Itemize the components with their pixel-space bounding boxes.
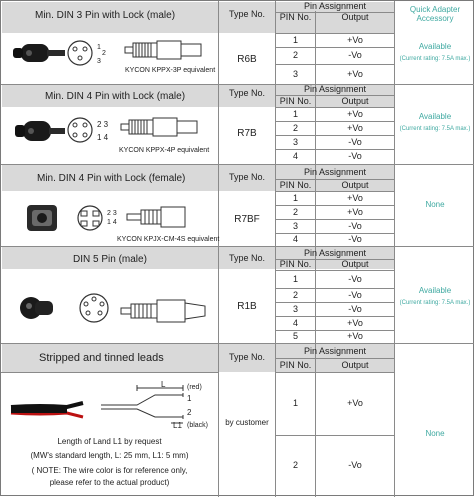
section-5-type-no-label: Type No. — [228, 352, 266, 363]
section-3-adapter: None — [425, 200, 445, 210]
section-2-title: Min. DIN 4 Pin with Lock (male) — [45, 90, 186, 102]
section-1-output-header: Output — [341, 12, 369, 23]
section-4-pin-5: 5 — [292, 331, 298, 342]
section-3-pin-labels-top: 2 3 — [107, 210, 117, 217]
section-1-output-3: +Vo — [347, 68, 363, 79]
section-2-output-header: Output — [341, 95, 369, 106]
section-2-type-no-label: Type No. — [228, 88, 266, 99]
section-4-output-1: -Vo — [348, 273, 362, 284]
section-2-pin-3: 3 — [292, 136, 298, 147]
leads-label-2: 2 — [187, 407, 192, 417]
section-3-output-header: Output — [341, 179, 369, 190]
din3-side-view-image — [125, 38, 211, 62]
section-2-pin-assignment: Pin Assignment — [303, 84, 367, 95]
section-3-pin-4: 4 — [292, 234, 298, 245]
section-4-output-4: +Vo — [347, 317, 363, 328]
section-1-pin-1: 1 — [292, 34, 298, 45]
leads-label-red: (red) — [187, 384, 202, 391]
section-1-kycon: KYCON KPPX-3P equivalent — [125, 66, 216, 74]
section-4-output-5: +Vo — [347, 331, 363, 342]
section-4-pin-1: 1 — [292, 273, 298, 284]
section-2-adapter: Available — [418, 111, 452, 121]
section-4-output-header: Output — [341, 259, 369, 270]
section-3-pin-assignment: Pin Assignment — [303, 166, 367, 177]
section-2-output-1: +Vo — [347, 108, 363, 119]
section-4-pin-no-header: PIN No. — [279, 259, 312, 270]
section-1-adapter: Available — [418, 41, 452, 51]
section-2-output-4: -Vo — [348, 151, 362, 162]
section-1-output-2: -Vo — [348, 50, 362, 61]
section-sep-1 — [1, 84, 474, 85]
section-2-pin-labels-top: 2 3 — [97, 119, 109, 129]
leads-note-3: ( NOTE: The wire color is for reference only, — [31, 466, 188, 476]
section-2-pin-labels-bottom: 1 4 — [97, 132, 109, 142]
leads-note-4: please refer to the actual product) — [49, 478, 170, 488]
section-5-title: Stripped and tinned leads — [39, 352, 164, 364]
section-4-output-3: -Vo — [348, 303, 362, 314]
section-3-output-1: +Vo — [347, 192, 363, 203]
section-1-pin-label-3: 3 — [97, 57, 101, 65]
din5-side-view-image — [121, 297, 211, 325]
section-2-pin-4: 4 — [292, 151, 298, 162]
stripped-leads-image — [11, 397, 91, 423]
section-1-model: R6B — [237, 53, 257, 65]
din5-plug-image — [17, 291, 57, 325]
section-3-output-2: +Vo — [347, 206, 363, 217]
din3-plug-image — [9, 38, 65, 68]
leads-note-2: (MW's standard length, L: 25 mm, L1: 5 mm) — [30, 451, 189, 461]
section-4-adapter: Available — [418, 285, 452, 295]
section-2-model: R7B — [237, 127, 257, 139]
section-4-adapter-note: (Current rating: 7.5A max.) — [399, 299, 471, 306]
leads-label-l1: L1 — [173, 420, 182, 430]
din4-side-view-image — [121, 115, 207, 139]
section-5-model: by customer — [225, 417, 269, 427]
section-4-pin-2: 2 — [292, 289, 298, 300]
section-2-pin-1: 1 — [292, 108, 298, 119]
section-5-pin-no-header: PIN No. — [279, 359, 312, 370]
section-1-output-1: +Vo — [347, 34, 363, 45]
section-5-pin-assignment: Pin Assignment — [303, 345, 367, 356]
section-sep-3 — [1, 246, 474, 247]
section-4-type-no-label: Type No. — [228, 253, 266, 264]
section-3-pin-no-header: PIN No. — [279, 179, 312, 190]
section-5-adapter: None — [425, 429, 445, 439]
section-1-pin-no-header: PIN No. — [279, 12, 312, 23]
section-4-pin-4: 4 — [292, 317, 298, 328]
section-1-pin-label-2: 2 — [102, 49, 106, 57]
section-2-output-2: +Vo — [347, 122, 363, 133]
din4-female-jack-image — [25, 203, 59, 233]
section-5-header-line — [1, 372, 218, 373]
section-2-pin-2: 2 — [292, 122, 298, 133]
section-5-output-header: Output — [341, 359, 369, 370]
section-3-kycon: KYCON KPJX-CM-4S equivalent — [117, 235, 220, 243]
din4-female-face-image — [75, 203, 105, 233]
quick-adapter-header: Quick Adapter Accessory — [409, 5, 461, 23]
din4-female-side-view-image — [127, 203, 207, 231]
leads-label-l: L — [161, 379, 166, 389]
section-sep-4 — [1, 343, 474, 344]
section-1-type-no-label: Type No. — [228, 9, 266, 20]
section-2-adapter-note: (Current rating: 7.5A max.) — [399, 125, 471, 132]
section-1-pin-assignment: Pin Assignment — [303, 1, 367, 12]
section-3-pin-1: 1 — [292, 192, 298, 203]
section-1-pin-label-1: 1 — [97, 43, 101, 51]
din5-pin-face-image — [77, 291, 111, 325]
section-4-output-2: -Vo — [348, 289, 362, 300]
section-3-model: R7BF — [234, 213, 260, 225]
section-3-title: Min. DIN 4 Pin with Lock (female) — [37, 172, 186, 184]
section-1-pin-2: 2 — [292, 50, 298, 61]
din4-plug-image — [9, 115, 65, 147]
section-4-model: R1B — [237, 300, 257, 312]
section-3-pin-labels-bottom: 1 4 — [107, 219, 117, 226]
section-5-output-1: +Vo — [347, 398, 363, 409]
leads-note-1: Length of Land L1 by request — [57, 437, 162, 447]
din3-pin-face-image — [65, 38, 95, 68]
section-3-output-3: -Vo — [348, 220, 362, 231]
section-2-pin-no-header: PIN No. — [279, 95, 312, 106]
section-1-pin-3: 3 — [292, 68, 298, 79]
section-2-kycon: KYCON KPPX-4P equivalent — [119, 146, 210, 154]
section-3-pin-2: 2 — [292, 206, 298, 217]
section-4-title: DIN 5 Pin (male) — [73, 253, 147, 265]
section-1-title: Min. DIN 3 Pin with Lock (male) — [35, 9, 176, 21]
leads-label-black: (black) — [187, 422, 209, 429]
din4-pin-face-image — [65, 115, 95, 145]
section-4-pin-assignment: Pin Assignment — [303, 247, 367, 258]
section-5-pin-1: 1 — [292, 398, 298, 409]
section-5-output-2: -Vo — [348, 460, 362, 471]
section-3-pin-3: 3 — [292, 220, 298, 231]
section-3-output-4: -Vo — [348, 234, 362, 245]
section-5-pin-2: 2 — [292, 460, 298, 471]
section-3-type-no-label: Type No. — [228, 172, 266, 183]
section-4-pin-3: 3 — [292, 303, 298, 314]
section-1-adapter-note: (Current rating: 7.5A max.) — [399, 55, 471, 62]
leads-label-1: 1 — [187, 393, 192, 403]
section-2-output-3: -Vo — [348, 136, 362, 147]
